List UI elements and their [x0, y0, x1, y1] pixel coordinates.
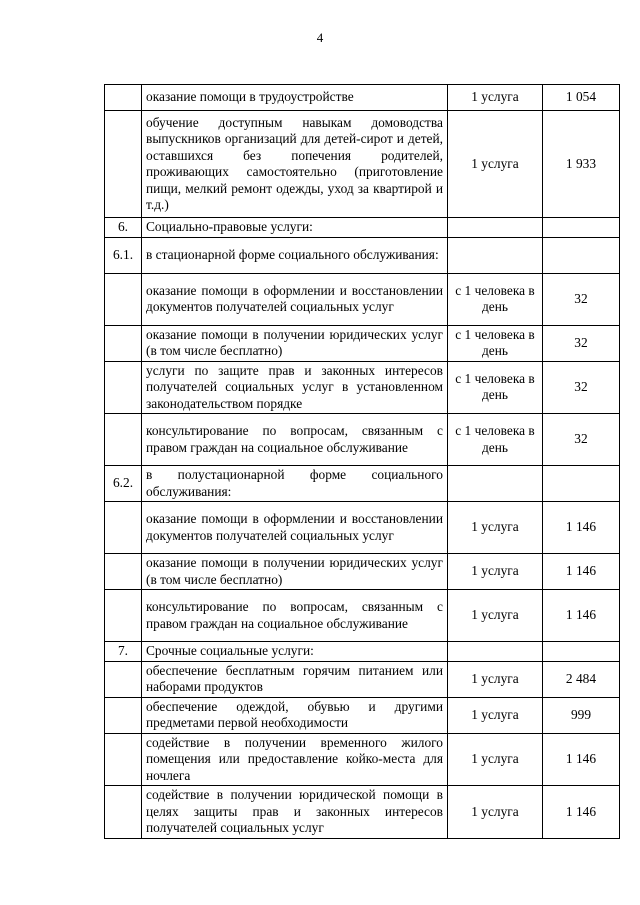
row-number	[105, 111, 142, 218]
service-unit	[448, 642, 543, 662]
row-number	[105, 85, 142, 111]
service-unit: 1 услуга	[448, 502, 543, 554]
table-row	[105, 325, 620, 361]
service-name: оказание помощи в оформлении и восстановлении документов получателей социальных услуг	[142, 273, 448, 325]
services-table	[104, 84, 620, 839]
row-number	[105, 325, 142, 361]
section-title: Срочные социальные услуги:	[142, 642, 448, 662]
service-unit: 1 услуга	[448, 111, 543, 218]
service-name: услуги по защите прав и законных интересов получателей социальных услуг в установленном законодательством порядке	[142, 361, 448, 414]
table-row	[105, 786, 620, 839]
service-cost	[543, 237, 620, 273]
service-unit: 1 услуга	[448, 786, 543, 839]
service-cost: 1 054	[543, 85, 620, 111]
row-number	[105, 697, 142, 733]
service-cost: 1 146	[543, 502, 620, 554]
service-unit: с 1 человека в день	[448, 325, 543, 361]
row-number	[105, 502, 142, 554]
service-cost: 2 484	[543, 661, 620, 697]
table-row	[105, 414, 620, 466]
service-cost: 1 146	[543, 733, 620, 786]
page-number: 4	[316, 30, 324, 45]
table-row	[105, 554, 620, 590]
service-unit: 1 услуга	[448, 554, 543, 590]
row-number: 6.1.	[105, 237, 142, 273]
service-name: содействие в получении временного жилого помещения или предоставление койко-места для ночлега	[142, 733, 448, 786]
service-name: консультирование по вопросам, связанным с правом граждан на социальное обслуживание	[142, 414, 448, 466]
table-row	[105, 273, 620, 325]
service-unit: 1 услуга	[448, 590, 543, 642]
service-cost: 32	[543, 273, 620, 325]
service-name: обучение доступным навыкам домоводства выпускников организаций для детей-сирот и детей, оставшихся без попечения родителей, проживающих самостоятельно (приготовление пищи, мелкий ремонт одежды, уход за квартирой и т.д.)	[142, 111, 448, 218]
subsection-title: в стационарной форме социального обслуживания:	[142, 237, 448, 273]
service-unit: 1 услуга	[448, 85, 543, 111]
service-cost	[543, 218, 620, 238]
service-cost: 32	[543, 361, 620, 414]
row-number	[105, 273, 142, 325]
table-row	[105, 697, 620, 733]
table-row	[105, 85, 620, 111]
service-unit: 1 услуга	[448, 661, 543, 697]
service-unit	[448, 218, 543, 238]
service-cost: 1 933	[543, 111, 620, 218]
service-cost	[543, 466, 620, 502]
service-cost: 1 146	[543, 554, 620, 590]
row-number	[105, 590, 142, 642]
service-name: консультирование по вопросам, связанным с правом граждан на социальное обслуживание	[142, 590, 448, 642]
service-name: оказание помощи в оформлении и восстановлении документов получателей социальных услуг	[142, 502, 448, 554]
service-unit: 1 услуга	[448, 733, 543, 786]
service-unit	[448, 237, 543, 273]
table-row	[105, 733, 620, 786]
table-row	[105, 661, 620, 697]
service-name: содействие в получении юридической помощи в целях защиты прав и законных интересов получателей социальных услуг	[142, 786, 448, 839]
section-title: Социально-правовые услуги:	[142, 218, 448, 238]
table-row	[105, 466, 620, 502]
table-row	[105, 111, 620, 218]
service-cost: 1 146	[543, 786, 620, 839]
table-row	[105, 218, 620, 238]
service-unit: с 1 человека в день	[448, 273, 543, 325]
service-name: оказание помощи в получении юридических услуг (в том числе бесплатно)	[142, 325, 448, 361]
row-number	[105, 661, 142, 697]
service-unit	[448, 466, 543, 502]
table-row	[105, 590, 620, 642]
service-unit: с 1 человека в день	[448, 414, 543, 466]
row-number	[105, 786, 142, 839]
table-row	[105, 361, 620, 414]
row-number: 7.	[105, 642, 142, 662]
service-unit: 1 услуга	[448, 697, 543, 733]
row-number	[105, 733, 142, 786]
row-number: 6.	[105, 218, 142, 238]
service-cost: 32	[543, 325, 620, 361]
service-name: оказание помощи в трудоустройстве	[142, 85, 448, 111]
service-unit: с 1 человека в день	[448, 361, 543, 414]
service-cost: 999	[543, 697, 620, 733]
service-name: обеспечение одеждой, обувью и другими предметами первой необходимости	[142, 697, 448, 733]
table-row	[105, 502, 620, 554]
service-cost: 1 146	[543, 590, 620, 642]
table-row	[105, 642, 620, 662]
row-number	[105, 554, 142, 590]
service-cost: 32	[543, 414, 620, 466]
subsection-title: в полустационарной форме социального обслуживания:	[142, 466, 448, 502]
row-number	[105, 361, 142, 414]
row-number	[105, 414, 142, 466]
service-cost	[543, 642, 620, 662]
service-name: оказание помощи в получении юридических услуг (в том числе бесплатно)	[142, 554, 448, 590]
table-row	[105, 237, 620, 273]
service-name: обеспечение бесплатным горячим питанием или наборами продуктов	[142, 661, 448, 697]
row-number: 6.2.	[105, 466, 142, 502]
